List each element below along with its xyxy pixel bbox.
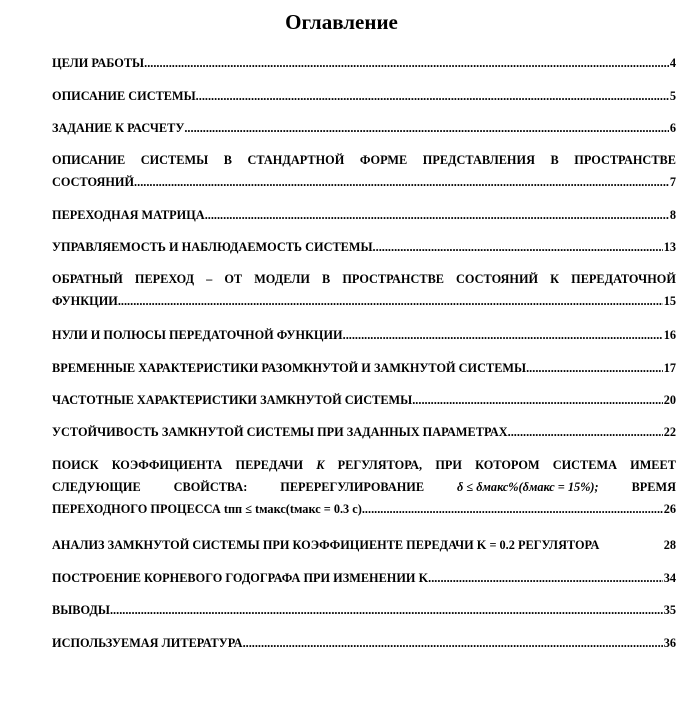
leader-dots (412, 393, 662, 408)
leader-dots (526, 361, 663, 376)
word: ОПИСАНИЕ (52, 153, 126, 167)
word: ФОРМЕ (359, 153, 408, 167)
toc-entry[interactable] (52, 240, 676, 255)
word: K (316, 458, 325, 472)
toc-entry[interactable] (52, 328, 676, 343)
leader-dots (362, 502, 663, 517)
toc-page-number: 26 (663, 502, 676, 516)
leader-dots (508, 425, 663, 440)
toc-entry[interactable] (52, 89, 676, 104)
word: ИМЕЕТ (630, 458, 676, 472)
leader-dots (118, 294, 663, 309)
leader-dots (373, 240, 663, 255)
word: РЕГУЛЯТОРА, (337, 458, 423, 472)
word: СЛЕДУЮЩИЕ (52, 480, 141, 494)
toc-page-number: 13 (663, 240, 676, 254)
toc-page-number: 28 (663, 538, 676, 552)
word: ПРЕДСТАВЛЕНИЯ (422, 153, 535, 167)
toc-entry-title: ПОСТРОЕНИЕ КОРНЕВОГО ГОДОГРАФА ПРИ ИЗМЕНЕНИИ K (52, 571, 429, 585)
word: СОСТОЯНИЙ (456, 272, 539, 286)
word: В (550, 153, 559, 167)
leader-dots (134, 175, 669, 190)
toc-entry-line (52, 272, 676, 287)
leader-dots (428, 571, 663, 586)
toc-entry-title: ФУНКЦИИ (52, 294, 118, 308)
toc-entry-title: ИСПОЛЬЗУЕМАЯ ЛИТЕРАТУРА (52, 636, 243, 650)
toc-page-number: 17 (663, 361, 676, 375)
toc-entry-title: ОПИСАНИЕ СИСТЕМЫ (52, 89, 196, 103)
toc-page-number: 15 (663, 294, 676, 308)
toc-entry[interactable] (52, 153, 676, 190)
word: ПРОСТРАНСТВЕ (574, 153, 676, 167)
word: ОТ (224, 272, 243, 286)
toc-page-number: 16 (663, 328, 676, 342)
toc-entry[interactable] (52, 603, 676, 618)
toc-entry[interactable] (52, 361, 676, 376)
formula: δ ≤ δмакс%(δмакс = 15%); (457, 480, 599, 494)
word: КОТОРОМ (475, 458, 540, 472)
toc-page-number: 5 (669, 89, 676, 103)
toc-page-number: 8 (669, 208, 676, 222)
leader-dots (243, 636, 663, 651)
word: СТАНДАРТНОЙ (247, 153, 345, 167)
page-title: Оглавление (285, 10, 398, 34)
toc-entry[interactable] (52, 636, 676, 651)
toc-entry-title: ЦЕЛИ РАБОТЫ (52, 56, 145, 70)
word: ПЕРЕХОД (134, 272, 195, 286)
toc-page-number: 6 (669, 121, 676, 135)
toc-entry-title: НУЛИ И ПОЛЮСЫ ПЕРЕДАТОЧНОЙ ФУНКЦИИ (52, 328, 343, 342)
word: ПОИСК (52, 458, 99, 472)
toc-entry[interactable] (52, 425, 676, 440)
toc-entry-title: УПРАВЛЯЕМОСТЬ И НАБЛЮДАЕМОСТЬ СИСТЕМЫ (52, 240, 373, 254)
word: В (223, 153, 232, 167)
toc-entry-title: ЗАДАНИЕ К РАСЧЕТУ (52, 121, 185, 135)
toc-entry-title: ЧАСТОТНЫЕ ХАРАКТЕРИСТИКИ ЗАМКНУТОЙ СИСТЕМЫ (52, 393, 413, 407)
toc-page-number: 35 (663, 603, 676, 617)
word: МОДЕЛИ (254, 272, 310, 286)
toc-page-number: 20 (663, 393, 676, 407)
toc-entry[interactable] (52, 56, 676, 71)
word: КОЭФФИЦИЕНТА (111, 458, 223, 472)
toc-entry-line (52, 458, 676, 473)
word: ПЕРЕДАТОЧНОЙ (571, 272, 676, 286)
toc-entry-line (52, 480, 676, 495)
word: В (322, 272, 331, 286)
toc-entry-title: ВРЕМЕННЫЕ ХАРАКТЕРИСТИКИ РАЗОМКНУТОЙ И ЗАМКНУТОЙ СИСТЕМЫ (52, 361, 527, 375)
toc-entry-title: ПЕРЕХОДНОГО ПРОЦЕССА tпп ≤ tмакс(tмакс = 0.3 с) (52, 502, 362, 516)
toc-entry[interactable] (52, 272, 676, 309)
toc-entry[interactable] (52, 538, 676, 553)
word: – (206, 272, 213, 286)
word: ПРОСТРАНСТВЕ (342, 272, 444, 286)
word: СИСТЕМА (552, 458, 617, 472)
toc-entry[interactable] (52, 393, 676, 408)
leader-dots (144, 56, 669, 71)
toc-entry-title: СОСТОЯНИЙ (52, 175, 135, 189)
toc-entry-title: АНАЛИЗ ЗАМКНУТОЙ СИСТЕМЫ ПРИ КОЭФФИЦИЕНТЕ ПЕРЕДАЧИ K = 0.2 РЕГУЛЯТОРА (52, 538, 600, 552)
toc-page-number: 22 (663, 425, 676, 439)
toc-page-number: 34 (663, 571, 676, 585)
toc-entry[interactable] (52, 571, 676, 586)
toc-entry-title: ВЫВОДЫ (52, 603, 110, 617)
toc-page-number: 36 (663, 636, 676, 650)
toc-entry-title: ПЕРЕХОДНАЯ МАТРИЦА (52, 208, 205, 222)
toc-entry-line (52, 153, 676, 168)
toc-entry[interactable] (52, 458, 676, 517)
leader-dots (196, 89, 669, 104)
leader-dots (110, 603, 663, 618)
leader-dots (343, 328, 663, 343)
word: ПРИ (435, 458, 462, 472)
word: ОБРАТНЫЙ (52, 272, 123, 286)
toc-entry[interactable] (52, 121, 676, 136)
toc-entry-title: УСТОЙЧИВОСТЬ ЗАМКНУТОЙ СИСТЕМЫ ПРИ ЗАДАННЫХ ПАРАМЕТРАХ (52, 425, 508, 439)
toc-page-number: 7 (669, 175, 676, 189)
word: СВОЙСТВА: (173, 480, 248, 494)
word: ПЕРЕРЕГУЛИРОВАНИЕ (280, 480, 425, 494)
word: К (550, 272, 560, 286)
leader-dots (205, 208, 669, 223)
leader-dots (184, 121, 669, 136)
toc-entry[interactable] (52, 208, 676, 223)
word: СИСТЕМЫ (140, 153, 209, 167)
toc-page-number: 4 (669, 56, 676, 70)
word: ПЕРЕДАЧИ (235, 458, 304, 472)
word: ВРЕМЯ (631, 480, 676, 494)
